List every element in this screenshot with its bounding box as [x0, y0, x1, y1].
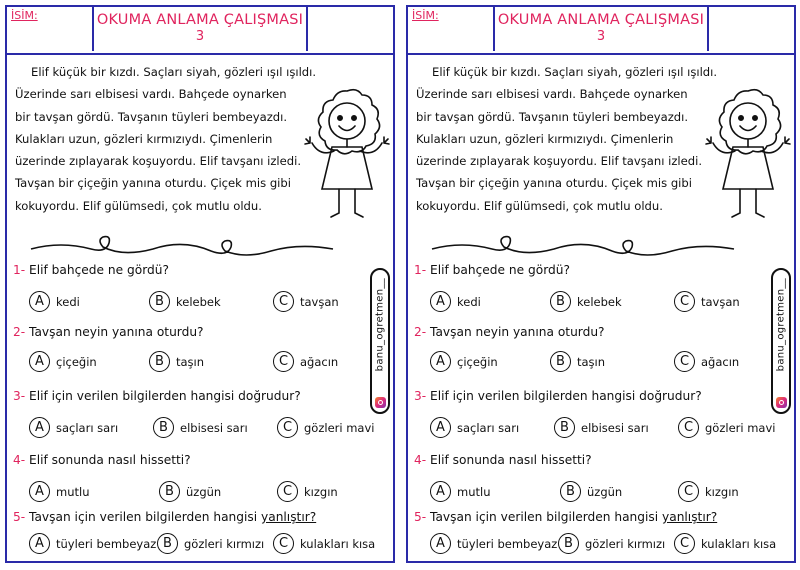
option-c[interactable] — [674, 291, 740, 312]
story-text — [416, 61, 746, 217]
question-number: 2- — [414, 325, 427, 339]
worksheet-number: 3 — [596, 29, 606, 44]
name-label: İSİM: — [11, 9, 38, 22]
option-text: taşın — [176, 354, 205, 369]
option-letter-circle[interactable]: A — [29, 481, 50, 502]
option-a[interactable] — [430, 481, 490, 502]
option-letter-circle[interactable]: A — [430, 417, 451, 438]
option-letter-circle[interactable]: A — [430, 291, 451, 312]
option-letter-circle[interactable]: A — [430, 533, 451, 554]
question-4 — [13, 453, 191, 467]
question-text: Tavşan için verilen bilgilerden hangisi — [430, 510, 663, 524]
option-letter-circle[interactable]: B — [149, 351, 170, 372]
worksheet-title: OKUMA ANLAMA ÇALIŞMASI — [497, 12, 705, 28]
question-text: Tavşan için verilen bilgilerden hangisi — [29, 510, 262, 524]
question-3 — [414, 389, 702, 403]
story-line: Kulakları uzun, gözleri kırmızıydı. Çimenlerin — [15, 131, 273, 146]
option-text: mutlu — [457, 484, 491, 499]
worksheet-right — [406, 5, 796, 563]
option-letter-circle[interactable]: C — [678, 481, 699, 502]
option-text: saçları sarı — [457, 420, 520, 435]
option-text: saçları sarı — [56, 420, 119, 435]
question-1 — [13, 263, 169, 277]
worksheet-left — [5, 5, 395, 563]
instagram-handle-badge — [370, 268, 390, 414]
question-number: 1- — [13, 263, 26, 277]
option-c[interactable] — [273, 533, 375, 554]
option-a[interactable] — [29, 533, 156, 554]
option-b[interactable] — [159, 481, 221, 502]
girl-illustration — [703, 85, 793, 225]
option-c[interactable] — [273, 291, 339, 312]
story-text — [15, 61, 345, 217]
title-box — [92, 7, 308, 51]
option-c[interactable] — [273, 351, 338, 372]
worksheet-title: OKUMA ANLAMA ÇALIŞMASI — [96, 12, 304, 28]
story-line: Elif küçük bir kızdı. Saçları siyah, gözleri ışıl ışıldı. — [432, 65, 718, 79]
girl-illustration — [302, 85, 392, 225]
question-text: Tavşan neyin yanına oturdu? — [29, 325, 204, 339]
option-letter-circle[interactable]: B — [159, 481, 180, 502]
option-letter-circle[interactable]: A — [29, 417, 50, 438]
instagram-handle-badge — [771, 268, 791, 414]
option-letter-circle[interactable]: B — [550, 351, 571, 372]
option-text: gözleri kırmızı — [585, 536, 666, 551]
option-b[interactable] — [554, 417, 649, 438]
option-text: üzgün — [587, 484, 623, 499]
instagram-handle: banu_ogretmen__ — [775, 278, 787, 372]
option-letter-circle[interactable]: C — [674, 533, 695, 554]
question-text: Elif sonunda nasıl hissetti? — [29, 453, 191, 467]
story-line: Üzerinde sarı elbisesi vardı. Bahçede oynarken — [416, 87, 688, 102]
option-text: kedi — [457, 294, 481, 309]
name-label: İSİM: — [412, 9, 439, 22]
option-b[interactable] — [550, 291, 622, 312]
option-letter-circle[interactable]: C — [277, 481, 298, 502]
question-2 — [13, 325, 204, 339]
option-letter-circle[interactable]: A — [29, 351, 50, 372]
option-text: kelebek — [176, 294, 221, 309]
option-text: mutlu — [56, 484, 90, 499]
option-text: ağacın — [300, 354, 339, 369]
option-text: tavşan — [701, 294, 740, 309]
option-b[interactable] — [153, 417, 248, 438]
option-c[interactable] — [277, 417, 374, 438]
question-text: Elif bahçede ne gördü? — [29, 263, 169, 277]
story-line: Elif küçük bir kızdı. Saçları siyah, gözleri ışıl ışıldı. — [31, 65, 317, 79]
decorative-divider — [29, 229, 339, 259]
option-letter-circle[interactable]: C — [678, 417, 699, 438]
option-text: çiçeğin — [56, 354, 97, 369]
option-c[interactable] — [277, 481, 338, 502]
question-text: Elif sonunda nasıl hissetti? — [430, 453, 592, 467]
option-b[interactable] — [558, 533, 665, 554]
story-line: Kulakları uzun, gözleri kırmızıydı. Çimenlerin — [416, 131, 674, 146]
option-text: ağacın — [701, 354, 740, 369]
question-number: 1- — [414, 263, 427, 277]
question-5 — [414, 510, 717, 524]
option-text: tavşan — [300, 294, 339, 309]
option-c[interactable] — [674, 533, 776, 554]
option-letter-circle[interactable]: A — [430, 351, 451, 372]
story-line: Üzerinde sarı elbisesi vardı. Bahçede oynarken — [15, 87, 287, 102]
option-text: kızgın — [705, 484, 739, 499]
option-text: üzgün — [186, 484, 222, 499]
question-2 — [414, 325, 605, 339]
option-letter-circle[interactable]: B — [550, 291, 571, 312]
option-letter-circle[interactable]: B — [153, 417, 174, 438]
option-b[interactable] — [149, 351, 204, 372]
question-text: Elif bahçede ne gördü? — [430, 263, 570, 277]
option-text: gözleri mavi — [705, 420, 776, 435]
option-letter-circle[interactable]: C — [273, 533, 294, 554]
option-letter-circle[interactable]: B — [149, 291, 170, 312]
option-letter-circle[interactable]: A — [430, 481, 451, 502]
option-a[interactable] — [29, 291, 80, 312]
instagram-icon — [375, 397, 386, 408]
story-line: bir tavşan gördü. Tavşanın tüyleri bembeyazdı. — [15, 109, 288, 124]
story-line: Tavşan bir çiçeğin yanına oturdu. Çiçek mis gibi — [416, 176, 692, 191]
worksheet-header — [408, 7, 794, 55]
worksheet-number: 3 — [195, 29, 205, 44]
option-text: kulakları kısa — [701, 536, 777, 551]
option-letter-circle[interactable]: B — [560, 481, 581, 502]
option-text: gözleri kırmızı — [184, 536, 265, 551]
question-number: 3- — [13, 389, 26, 403]
question-underlined-word: yanlıştır? — [662, 510, 718, 524]
story-line: kokuyordu. Elif gülümsedi, çok mutlu oldu. — [416, 198, 663, 213]
question-underlined-word: yanlıştır? — [261, 510, 317, 524]
option-a[interactable] — [430, 291, 481, 312]
option-text: kedi — [56, 294, 80, 309]
option-c[interactable] — [678, 417, 775, 438]
question-5 — [13, 510, 316, 524]
option-a[interactable] — [29, 351, 97, 372]
option-letter-circle[interactable]: C — [273, 351, 294, 372]
question-4 — [414, 453, 592, 467]
option-a[interactable] — [430, 417, 519, 438]
option-text: kızgın — [304, 484, 338, 499]
option-letter-circle[interactable]: C — [273, 291, 294, 312]
option-text: kulakları kısa — [300, 536, 376, 551]
option-letter-circle[interactable]: B — [558, 533, 579, 554]
worksheet-header — [7, 7, 393, 55]
option-c[interactable] — [678, 481, 739, 502]
question-number: 5- — [13, 510, 26, 524]
question-number: 4- — [13, 453, 26, 467]
option-text: elbisesi sarı — [180, 420, 248, 435]
question-text: Elif için verilen bilgilerden hangisi doğrudur? — [29, 389, 301, 403]
option-text: çiçeğin — [457, 354, 498, 369]
story-line: bir tavşan gördü. Tavşanın tüyleri bembeyazdı. — [416, 109, 689, 124]
option-letter-circle[interactable]: C — [674, 291, 695, 312]
option-c[interactable] — [674, 351, 739, 372]
option-text: kelebek — [577, 294, 622, 309]
question-number: 5- — [414, 510, 427, 524]
option-b[interactable] — [560, 481, 622, 502]
option-letter-circle[interactable]: B — [157, 533, 178, 554]
option-letter-circle[interactable]: B — [554, 417, 575, 438]
story-line: Tavşan bir çiçeğin yanına oturdu. Çiçek mis gibi — [15, 176, 291, 191]
option-b[interactable] — [149, 291, 221, 312]
question-1 — [414, 263, 570, 277]
option-text: tüyleri bembeyaz — [457, 536, 558, 551]
option-a[interactable] — [430, 351, 498, 372]
question-number: 4- — [414, 453, 427, 467]
option-text: tüyleri bembeyaz — [56, 536, 157, 551]
question-text: Elif için verilen bilgilerden hangisi doğrudur? — [430, 389, 702, 403]
option-text: gözleri mavi — [304, 420, 375, 435]
instagram-icon — [776, 397, 787, 408]
option-text: taşın — [577, 354, 606, 369]
option-b[interactable] — [157, 533, 264, 554]
option-a[interactable] — [430, 533, 557, 554]
option-letter-circle[interactable]: C — [674, 351, 695, 372]
option-a[interactable] — [29, 417, 118, 438]
question-number: 2- — [13, 325, 26, 339]
story-line: üzerinde zıplayarak koşuyordu. Elif tavşanı izledi. — [416, 154, 703, 169]
decorative-divider — [430, 229, 740, 259]
story-line: üzerinde zıplayarak koşuyordu. Elif tavşanı izledi. — [15, 154, 302, 169]
option-a[interactable] — [29, 481, 89, 502]
question-number: 3- — [414, 389, 427, 403]
option-text: elbisesi sarı — [581, 420, 649, 435]
option-letter-circle[interactable]: C — [277, 417, 298, 438]
story-line: kokuyordu. Elif gülümsedi, çok mutlu oldu. — [15, 198, 262, 213]
question-3 — [13, 389, 301, 403]
option-letter-circle[interactable]: A — [29, 533, 50, 554]
title-box — [493, 7, 709, 51]
question-text: Tavşan neyin yanına oturdu? — [430, 325, 605, 339]
option-b[interactable] — [550, 351, 605, 372]
option-letter-circle[interactable]: A — [29, 291, 50, 312]
instagram-handle: banu_ogretmen__ — [374, 278, 386, 372]
